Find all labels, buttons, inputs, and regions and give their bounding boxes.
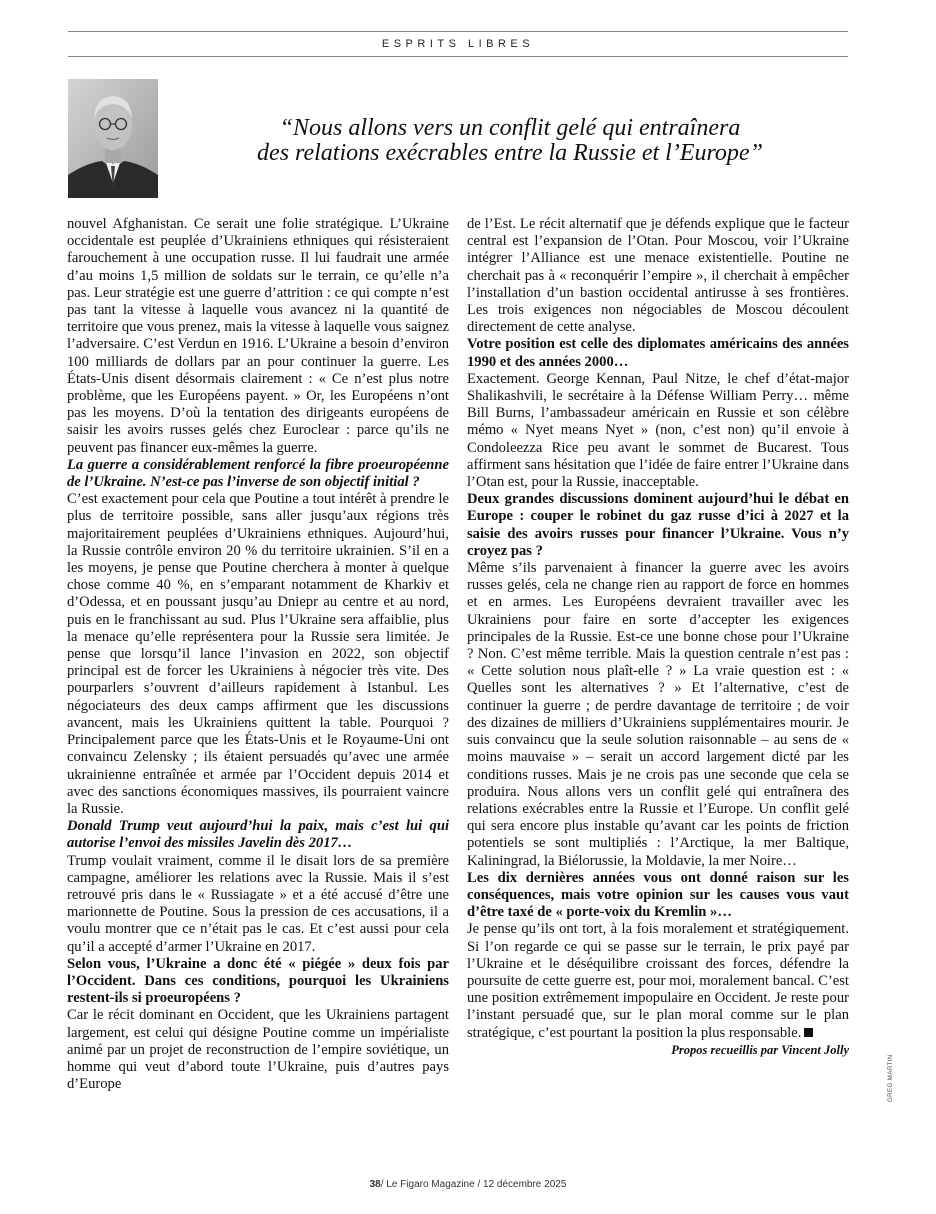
paragraph: nouvel Afghanistan. Ce serait une folie stratégique. L’Ukraine occidentale est peuplée d’Ukrainiens ethniques qui résisteraient farouchement à une occupation russe. Il lui faudrait une armée d’au moins 1,5 million de soldats sur le terrain, ce qu’elle n’a pas. Leur stratégie est une guerre d’attrition : ce qui compte n’est pas tant la vitesse à laquelle vous avancez ni la quantité de territoire que vous prenez, mais la vitesse à laquelle vous saignez l’adversaire. C’est Verdun en 1916. L’Ukraine a besoin d’environ 100 milliards de dollars par an pour continuer la guerre. Les États-Unis disent désormais clairement : « Ce n’est plus notre problème, que les Européens payent. » Or, les Européens n’ont pas les moyens. D’où la tentation des dirigeants européens de saisir les avoirs russes gelés chez Euroclear : parce qu’ils ne peuvent pas financer eux-mêmes la guerre. [67,216,449,456]
end-mark-icon [804,1028,813,1037]
pull-quote-line-1: “Nous allons vers un conflit gelé qui entraînera [279,115,741,141]
paragraph: Car le récit dominant en Occident, que les Ukrainiens partagent largement, est celui qui désigne Poutine comme un impérialiste animé par un projet de reconstruction de l’empire soviétique, un homme qui veut d’abord toute l’Ukraine, puis d’autres pays d’Europe [67,1007,449,1093]
paragraph: C’est exactement pour cela que Poutine a tout intérêt à prendre le plus de territoire possible, sans aller jusqu’aux régions très majoritairement peuplées d’Ukrainiens ethniques. Aujourd’hui, la Russie contrôle environ 20 % du territoire ukrainien. S’il en a les moyens, je pense que Poutine cherchera à monter à quelque chose comme 40 %, en s’emparant notamment de Kharkiv et d’Odessa, et en poussant jusqu’au Dniepr au centre et au nord, puis en le franchissant au sud. Plus l’Ukraine sera affaiblie, plus la menace qu’elle représentera pour la Russie sera limitée. Je pense que lorsqu’il lance l’invasion en 2022, son objectif principal est de forcer les Ukrainiens à négocier très vite. Des pourparlers s’ouvrent d’ailleurs rapidement à Istanbul. Les négociateurs des deux camps affirment que les discussions avancent, mais les Ukrainiens quittent la table. Pourquoi ? Principalement parce que les États-Unis et le Royaume-Uni ont convaincu Zelensky ; ils étaient persuadés qu’avec une armée ukrainienne entraînée et armée par l’Occident depuis 2014 et avec des sanctions économiques massives, ils pourraient vaincre la Russie. [67,491,449,817]
article-column-left [67,216,449,1093]
section-label: ESPRITS LIBRES [381,38,535,50]
paragraph: Exactement. George Kennan, Paul Nitze, le chef d’état-major Shalikashvili, le secrétaire à la Défense William Perry… même Bill Burns, l’ambassadeur américain en Russie et son célèbre mémo « Nyet means Nyet » (non, c’est non) qu’il envoie à Condoleezza Rice peu avant le sommet de Bucarest. Tous affirment sans hésitation que l’idée de faire entrer l’Ukraine dans l’Otan est, pour la Russie, inacceptable. [467,370,849,491]
header-rule-bottom [68,56,848,57]
paragraph: de l’Est. Le récit alternatif que je défends explique que le facteur central est l’expansion de l’Otan. Pour Moscou, voir l’Ukraine intégrer l’Alliance est une menace existentielle. Poutine ne cherchait pas à « reconquérir l’empire », il cherchait à empêcher l’installation d’un bastion occidental antirusse à ses frontières. Les trois exigences non négociables de Moscou découlent directement de cette analyse. [467,216,849,336]
page-number: 38 [369,1179,381,1190]
interview-question: Deux grandes discussions dominent aujourd’hui le débat en Europe : couper le robinet du gaz russe d’ici à 2027 et la saisie des avoirs russes pour financer l’Ukraine. Vous n’y croyez pas ? [467,491,849,559]
page-footer [0,1179,936,1190]
paragraph-final [467,921,849,1041]
interview-question: Donald Trump veut aujourd’hui la paix, mais c’est lui qui autorise l’envoi des missiles Javelin dès 2017… [67,818,449,852]
footer-publication: / Le Figaro Magazine / 12 décembre 2025 [380,1179,567,1190]
header-rule-top [68,31,848,32]
portrait-photo-icon [68,79,158,198]
interview-question: Votre position est celle des diplomates américains des années 1990 et des années 2000… [467,336,849,370]
final-text: Je pense qu’ils ont tort, à la fois moralement et stratégiquement. Si l’on regarde ce qui se passe sur le terrain, le prix payé par l’Ukraine et le déséquilibre croissant des forces, défendre la poursuite de cette guerre est, pour moi, moralement bancal. C’est une position extrêmement impopulaire en Occident. Je reste pour l’instant persuadé que, sur le plan moral comme sur le plan stratégique, c’est pourtant la position la plus responsable. [467,921,849,1041]
photo-credit: GREG MARTIN [888,1054,894,1102]
interview-question: Les dix dernières années vous ont donné raison sur les conséquences, mais votre opinion sur les causes vous vaut d’être taxé de « porte-voix du Kremlin »… [467,869,849,921]
paragraph: Trump voulait vraiment, comme il le disait lors de sa première campagne, améliorer les relations avec la Russie. Mais il s’est retrouvé pris dans le « Russiagate » et a été accusé d’être une marionnette de Poutine. Sous la pression de ces accusations, il a voulu montrer que ce n’était pas le cas. Et c’est aussi pour cela qu’il a accepté d’armer l’Ukraine en 2017. [67,852,449,955]
interview-question: La guerre a considérablement renforcé la fibre proeuropéenne de l’Ukraine. N’est-ce pas l’inverse de son objectif initial ? [67,456,449,491]
pull-quote [175,116,845,166]
paragraph: Même s’ils parvenaient à financer la guerre avec les avoirs russes gelés, cela ne change rien au rapport de force en hommes et en armes. Les Européens devraient travailler avec les Ukrainiens pour faire en sorte d’accepter les exigences principales de la Russie. Est-ce une bonne chose pour l’Ukraine ? Non. C’est même terrible. Mais la question centrale n’est pas : « Cette solution nous plaît-elle ? » La vraie question est : « Quelles sont les alternatives ? » Et l’alternative, c’est de continuer la guerre ; de perdre davantage de territoire ; de voir des dizaines de milliers d’Ukrainiens supplémentaires mourir. Je suis convaincu que la seule solution raisonnable – au sens de « moins mauvaise » – serait un accord largement dicté par les conditions russes. Mais je ne crois pas une seconde que cela se produira. Nous allons vers un conflit gelé qui entraînera des relations exécrables entre la Russie et l’Europe. Un conflit gelé qui sera encore plus instable qu’avant car les points de friction potentiels se sont multipliés : l’Arctique, la mer Baltique, Kaliningrad, la Biélorussie, la Moldavie, la mer Noire… [467,560,849,869]
byline: Propos recueillis par Vincent Jolly [671,1042,849,1057]
portrait-photo [68,79,158,198]
pull-quote-line-2: des relations exécrables entre la Russie et l’Europe” [257,140,763,166]
article-column-right [467,216,849,1059]
interview-question: Selon vous, l’Ukraine a donc été « piégée » deux fois par l’Occident. Dans ces conditions, pourquoi les Ukrainiens restent-ils si proeuropéens ? [67,955,449,1007]
